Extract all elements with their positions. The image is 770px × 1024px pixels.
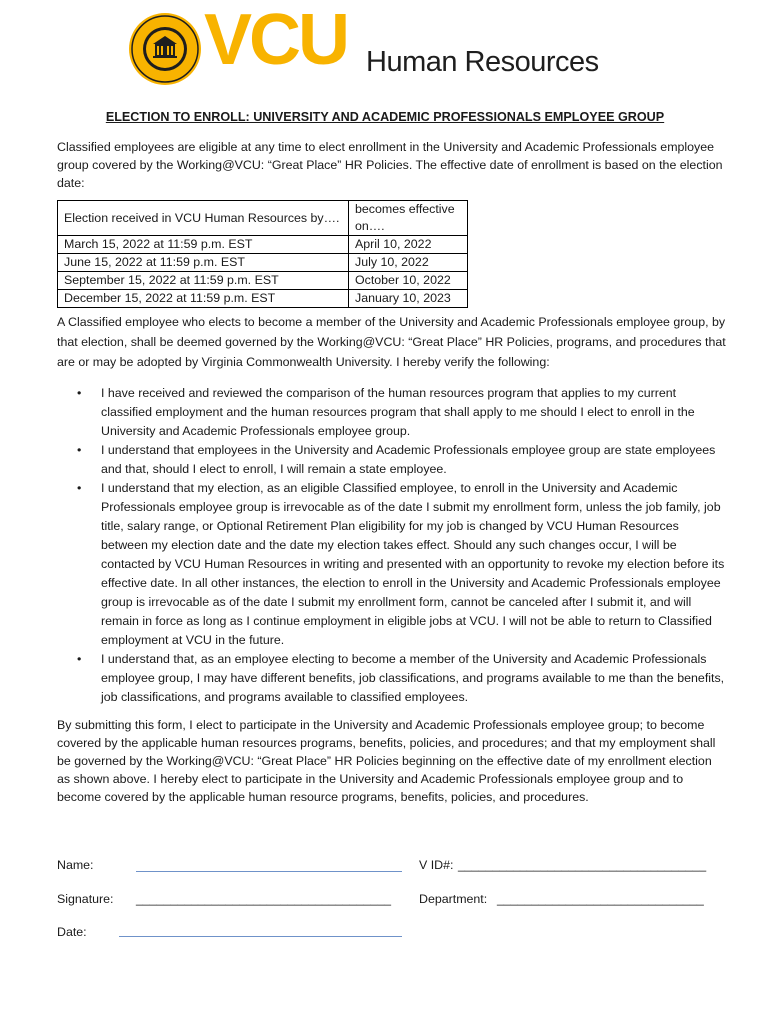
table-cell: April 10, 2022 [349,236,468,254]
department-field[interactable]: ______________________________ [497,892,704,906]
effective-date-table [57,200,468,308]
list-item [57,650,727,707]
intro-paragraph: Classified employees are eligible at any time to elect enrollment in the University and Academic Professionals employee group covered by the Working@VCU: “Great Place” HR Policies. The effective date of enrollment is based on the election date: [57,140,723,190]
list-item [57,479,727,650]
table-row [58,254,468,272]
bullet-icon: • [77,481,82,495]
list-item-text: I understand that employees in the University and Academic Professionals employee group are state employees and that, should I elect to enroll, I will remain a state employee. [101,443,716,476]
date-label: Date: [57,925,87,939]
verification-list [57,384,727,707]
signature-field[interactable]: _____________________________________ [136,892,391,906]
table-cell: October 10, 2022 [349,272,468,290]
election-paragraph: By submitting this form, I elect to participate in the University and Academic Professionals employee group; to become covered by the applicable human resources programs, benefits, policies, and procedures; and that my employment shall be governed by the Working@VCU: “Great Place” HR Policies beginning on the effective date of my enrollment election as shown above. I hereby elect to participate in the University and Academic Professionals employee group and to become covered by the applicable human resource programs, benefits, policies, and procedures. [57,718,716,804]
vid-label: V ID#: [419,858,454,872]
document-title: ELECTION TO ENROLL: UNIVERSITY AND ACADEMIC PROFESSIONALS EMPLOYEE GROUP [105,110,665,124]
table-header-row [58,201,468,236]
bullet-icon: • [77,652,82,666]
vid-field[interactable]: ____________________________________ [458,858,707,872]
list-item-text: I have received and reviewed the comparison of the human resources program that applies to my current classified employment and the human resources program that shall apply to me should I elect to enroll in the University and Academic Professionals employee group. [101,386,695,438]
name-label: Name: [57,858,94,872]
table-cell: January 10, 2023 [349,290,468,308]
table-cell: June 15, 2022 at 11:59 p.m. EST [58,254,349,272]
human-resources-text: Human Resources [366,46,599,78]
department-label: Department: [419,892,488,906]
table-cell: December 15, 2022 at 11:59 p.m. EST [58,290,349,308]
vcu-logo-text: VCU [204,0,348,80]
bullet-icon: • [77,386,82,400]
signature-label: Signature: [57,892,114,906]
membership-paragraph: A Classified employee who elects to become a member of the University and Academic Professionals employee group, by that election, shall be deemed governed by the Working@VCU: “Great Place” HR Policies, programs, and procedures that are or may be adopted by Virginia Commonwealth University. I hereby verify the following: [57,315,726,369]
table-cell: September 15, 2022 at 11:59 p.m. EST [58,272,349,290]
table-row [58,236,468,254]
vcu-hr-logo [120,0,640,88]
date-field[interactable] [119,936,402,937]
list-item [57,384,727,441]
table-cell: March 15, 2022 at 11:59 p.m. EST [58,236,349,254]
list-item-text: I understand that my election, as an eligible Classified employee, to enroll in the University and Academic Professionals employee group is irrevocable as of the date I submit my enrollment form, unless the job family, job title, salary range, or Optional Retirement Plan eligibility for my job is changed by VCU Human Resources between my election date and the date my election takes effect. Should any such changes occur, I will be contacted by VCU Human Resources in writing and presented with an opportunity to revoke my election before its effective date. In all other instances, the election to enroll in the University and Academic Professionals employee group is irrevocable as of the date I submit my enrollment form, cannot be canceled after I submit it, and will remain in force as long as I continue employment in eligible jobs at VCU. I will not be able to return to Classified employment at VCU in the future. [101,481,725,647]
table-cell: July 10, 2022 [349,254,468,272]
vcu-seal-icon [128,12,202,86]
list-item [57,441,727,479]
table-row [58,272,468,290]
table-header-cell: becomes effective on…. [349,201,468,236]
table-row [58,290,468,308]
list-item-text: I understand that, as an employee electing to become a member of the University and Academic Professionals employee group, I may have different benefits, job classifications, and programs available to me than the benefits, job classifications, and programs available to classified employees. [101,652,725,704]
bullet-icon: • [77,443,82,457]
table-header-cell: Election received in VCU Human Resources by…. [58,201,349,236]
name-field[interactable] [136,871,402,872]
